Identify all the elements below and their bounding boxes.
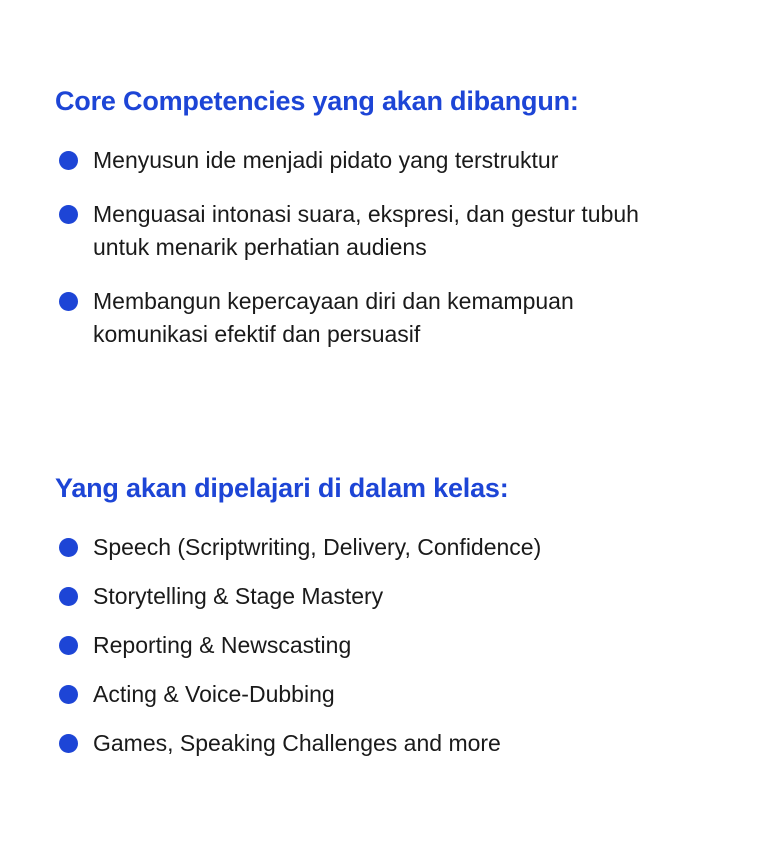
bullet-dot-icon (59, 636, 78, 655)
core-competencies-section (55, 84, 735, 372)
bullet-dot-icon (59, 685, 78, 704)
list-item (55, 198, 673, 264)
list-item (55, 285, 693, 351)
curriculum-section (55, 471, 735, 776)
curriculum-heading: Yang akan dipelajari di dalam kelas: (55, 473, 509, 503)
list-item (55, 629, 735, 662)
list-item-text: Menyusun ide menjadi pidato yang terstruktur (93, 147, 559, 173)
list-item (55, 727, 735, 760)
bullet-dot-icon (59, 734, 78, 753)
list-item (55, 531, 735, 564)
bullet-dot-icon (59, 151, 78, 170)
curriculum-list (55, 531, 735, 760)
core-competencies-heading: Core Competencies yang akan dibangun: (55, 86, 579, 116)
list-item-text: Menguasai intonasi suara, ekspresi, dan gestur tubuh untuk menarik perhatian audiens (93, 201, 639, 260)
list-item-text: Membangun kepercayaan diri dan kemampuan komunikasi efektif dan persuasif (93, 288, 574, 347)
list-item-text: Games, Speaking Challenges and more (93, 730, 501, 756)
list-item-text: Reporting & Newscasting (93, 632, 352, 658)
core-competencies-list (55, 144, 735, 351)
list-item (55, 678, 735, 711)
bullet-dot-icon (59, 538, 78, 557)
list-item-text: Storytelling & Stage Mastery (93, 583, 384, 609)
bullet-dot-icon (59, 292, 78, 311)
list-item-text: Speech (Scriptwriting, Delivery, Confidence) (93, 534, 542, 560)
bullet-dot-icon (59, 587, 78, 606)
list-item (55, 144, 735, 177)
list-item-text: Acting & Voice-Dubbing (93, 681, 335, 707)
bullet-dot-icon (59, 205, 78, 224)
list-item (55, 580, 735, 613)
